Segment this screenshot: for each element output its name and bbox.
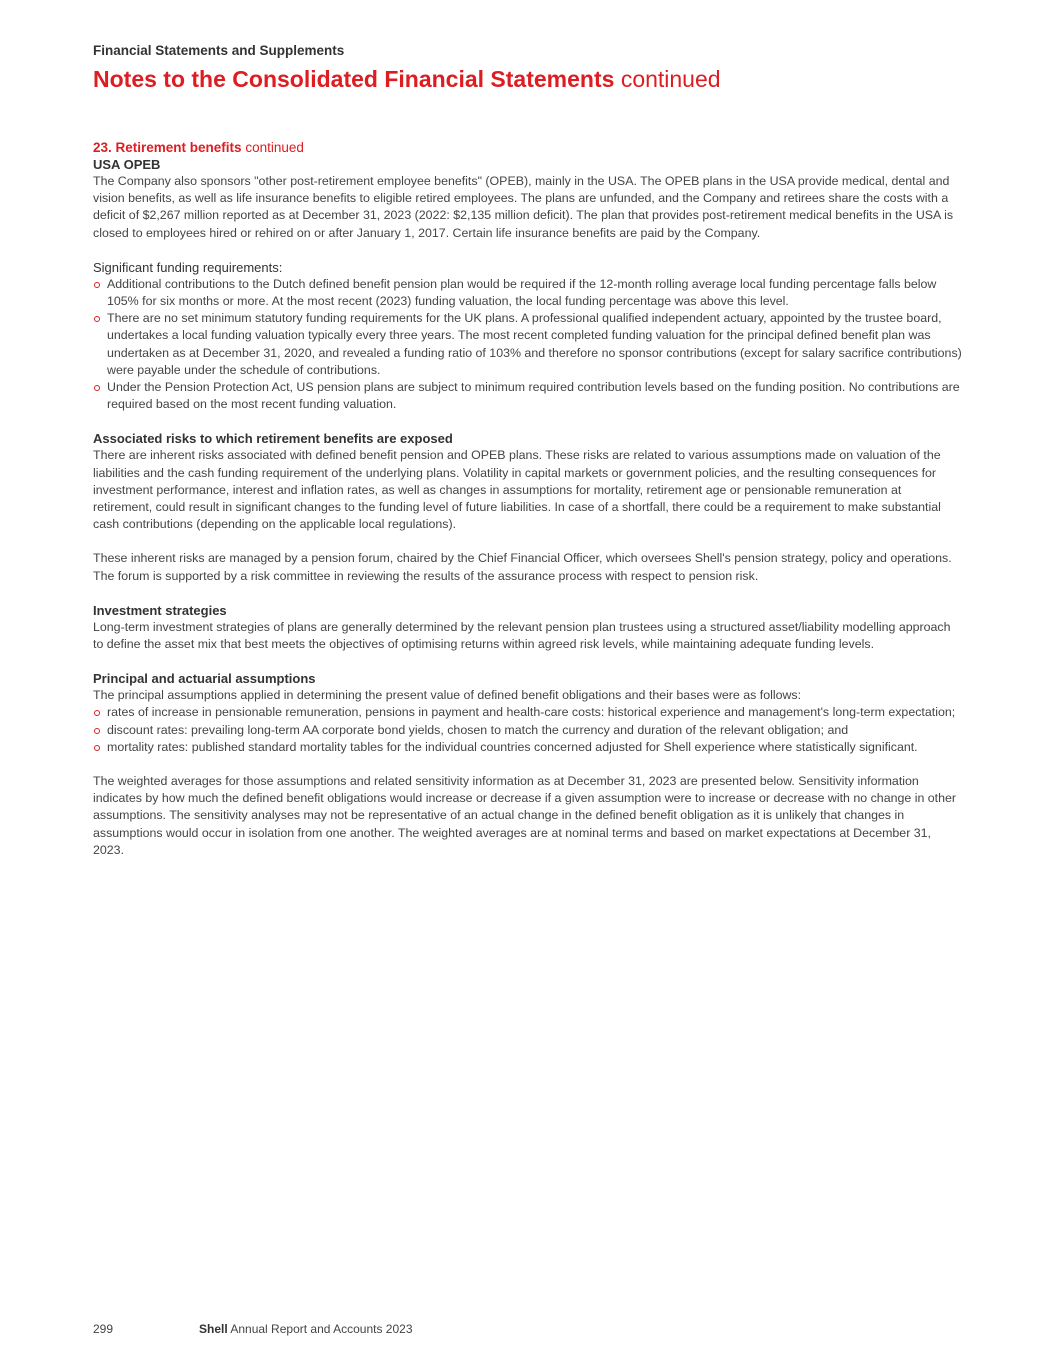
assumptions-intro: The principal assumptions applied in determining the present value of defined benefit obligations and their bases were as follows: [93, 688, 802, 703]
assumption-item-rates: rates of increase in pensionable remuneration, pensions in payment and health-care costs: historical experience and management's long-term expectation; [93, 704, 963, 721]
funding-item-uk: There are no set minimum statutory funding requirements for the UK plans. A professional qualified independent actuary, appointed by the trustee board, undertakes a local funding valuation typically every three years. The most recent completed funding valuation for the principal defined benefit plan was undertaken as at December 31, 2020, and revealed a funding ratio of 103% and therefore no sponsor contributions (except for salary sacrifice contributions) were payable under the schedule of contributions. [93, 310, 963, 379]
page-title-suffix: continued [620, 66, 721, 92]
footer-brand: Shell [199, 1322, 228, 1336]
investment-heading: Investment strategies [93, 602, 227, 618]
funding-heading: Significant funding requirements: [93, 259, 283, 275]
page-number: 299 [93, 1322, 114, 1336]
funding-list [93, 276, 963, 414]
assumptions-list [93, 704, 963, 756]
footer-publication: Annual Report and Accounts 2023 [230, 1322, 413, 1336]
note-heading-suffix: continued [245, 140, 304, 155]
assumption-item-discount: discount rates: prevailing long-term AA corporate bond yields, chosen to match the currency and duration of the relevant obligation; and [93, 722, 963, 739]
funding-item-us: Under the Pension Protection Act, US pension plans are subject to minimum required contribution levels based on the funding position. No contributions are required based on the most recent funding valuation. [93, 379, 963, 413]
page-title [93, 64, 963, 94]
assumption-item-mortality: mortality rates: published standard mortality tables for the individual countries concerned adjusted for Shell experience where statistically significant. [93, 739, 963, 756]
investment-paragraph: Long-term investment strategies of plans are generally determined by the relevant pension plan trustees using a structured asset/liability modelling approach to define the asset mix that best meets the objectives of optimising returns within agreed risk levels, while maintaining adequate funding levels. [93, 619, 951, 652]
page-title-text: Notes to the Consolidated Financial Statements [93, 66, 615, 92]
page-footer [93, 1322, 413, 1336]
note-heading [93, 139, 963, 156]
assumptions-closing: The weighted averages for those assumptions and related sensitivity information as at December 31, 2023 are presented below. Sensitivity information indicates by how much the defined benefit obligations would increase or decrease if a given assumption were to increase or decrease with no change in other assumptions. The sensitivity analyses may not be representative of an actual change in the defined benefit obligation as it is unlikely that changes in assumptions would occur in isolation from one another. The weighted averages are at nominal terms and based on market expectations at December 31, 2023. [93, 774, 957, 857]
page-content [93, 42, 963, 859]
risks-paragraph-2: These inherent risks are managed by a pension forum, chaired by the Chief Financial Officer, which oversees Shell's pension strategy, policy and operations. The forum is supported by a risk committee in reviewing the results of the assurance process with respect to pension risk. [93, 551, 952, 583]
assumptions-heading: Principal and actuarial assumptions [93, 671, 316, 687]
risks-heading: Associated risks to which retirement benefits are exposed [93, 431, 453, 447]
usa-opeb-heading: USA OPEB [93, 157, 161, 172]
note-heading-text: 23. Retirement benefits [93, 140, 242, 155]
risks-paragraph-1: There are inherent risks associated with defined benefit pension and OPEB plans. These risks are related to various assumptions made on valuation of the liabilities and the cash funding requirement of the underlying plans. Volatility in capital markets or government policies, and the resulting consequences for investment performance, interest and inflation rates, as well as changes in assumptions for mortality, retirement age or pensionable remuneration at retirement, could result in significant changes to the funding level of future liabilities. In case of a shortfall, there could be a requirement to make substantial cash contributions (depending on the applicable local regulations). [93, 448, 941, 532]
section-label: Financial Statements and Supplements [93, 43, 345, 58]
funding-item-dutch: Additional contributions to the Dutch defined benefit pension plan would be required if the 12-month rolling average local funding percentage falls below 105% for six months or more. At the most recent (2023) funding valuation, the local funding percentage was above this level. [93, 276, 963, 310]
usa-opeb-paragraph: The Company also sponsors "other post-retirement employee benefits" (OPEB), mainly in the USA. The OPEB plans in the USA provide medical, dental and vision benefits, as well as life insurance benefits to eligible retired employees. The plans are unfunded, and the Company and retirees share the costs with a deficit of $2,267 million reported as at December 31, 2023 (2022: $2,135 million deficit). The plan that provides post-retirement medical benefits in the USA is closed to employees hired or rehired on or after January 1, 2017. Certain life insurance benefits are paid by the Company. [93, 174, 954, 240]
